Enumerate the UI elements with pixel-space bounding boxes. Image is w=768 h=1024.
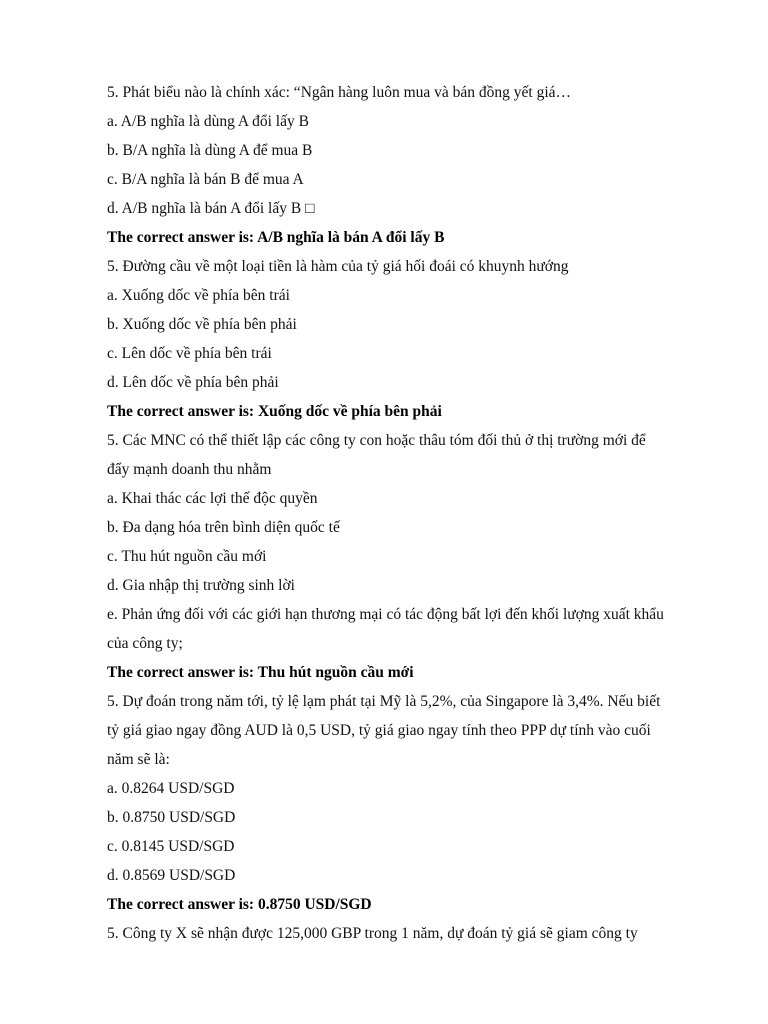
text-line: d. 0.8569 USD/SGD — [107, 867, 236, 884]
text-line: d. A/B nghĩa là bán A đổi lấy B □ — [107, 200, 315, 217]
correct-answer-line: The correct answer is: Thu hút nguồn cầu mới — [107, 664, 414, 681]
text-line: 5. Công ty X sẽ nhận được 125,000 GBP trong 1 năm, dự đoán tỷ giá sẽ giam công ty — [107, 925, 638, 942]
text-line: a. A/B nghĩa là dùng A đổi lấy B — [107, 113, 309, 130]
text-line: đẩy mạnh doanh thu nhằm — [107, 461, 272, 478]
text-line: c. Thu hút nguồn cầu mới — [107, 548, 267, 565]
text-line: của công ty; — [107, 635, 183, 652]
text-line: c. 0.8145 USD/SGD — [107, 838, 235, 855]
text-line: d. Gia nhập thị trường sinh lời — [107, 577, 295, 594]
text-line: 5. Đường cầu về một loại tiền là hàm của tỷ giá hối đoái có khuynh hướng — [107, 258, 569, 275]
text-line: c. B/A nghĩa là bán B để mua A — [107, 171, 304, 188]
text-line: 5. Các MNC có thể thiết lập các công ty con hoặc thâu tóm đối thủ ở thị trường mới để — [107, 432, 646, 449]
text-line: năm sẽ là: — [107, 751, 170, 768]
text-line: tỷ giá giao ngay đồng AUD là 0,5 USD, tỷ giá giao ngay tính theo PPP dự tính vào cuối — [107, 722, 651, 739]
correct-answer-line: The correct answer is: 0.8750 USD/SGD — [107, 896, 372, 913]
document-text — [107, 78, 707, 948]
correct-answer-line: The correct answer is: Xuống dốc về phía bên phải — [107, 403, 442, 420]
text-line: d. Lên dốc về phía bên phải — [107, 374, 279, 391]
text-line: b. Đa dạng hóa trên bình diện quốc tế — [107, 519, 340, 536]
text-line: a. Xuống dốc về phía bên trái — [107, 287, 290, 304]
text-line: e. Phản ứng đối với các giới hạn thương mại có tác động bất lợi đến khối lượng xuất khẩu — [107, 606, 664, 623]
text-line: a. Khai thác các lợi thế độc quyền — [107, 490, 318, 507]
text-line: b. B/A nghĩa là dùng A để mua B — [107, 142, 313, 159]
text-line: 5. Phát biểu nào là chính xác: “Ngân hàng luôn mua và bán đồng yết giá… — [107, 84, 572, 101]
text-line: c. Lên dốc về phía bên trái — [107, 345, 272, 362]
text-line: a. 0.8264 USD/SGD — [107, 780, 235, 797]
text-line: b. Xuống dốc về phía bên phải — [107, 316, 297, 333]
correct-answer-line: The correct answer is: A/B nghĩa là bán A đổi lấy B — [107, 229, 445, 246]
text-line: b. 0.8750 USD/SGD — [107, 809, 236, 826]
text-line: 5. Dự đoán trong năm tới, tỷ lệ lạm phát tại Mỹ là 5,2%, của Singapore là 3,4%. Nếu biết — [107, 693, 661, 710]
